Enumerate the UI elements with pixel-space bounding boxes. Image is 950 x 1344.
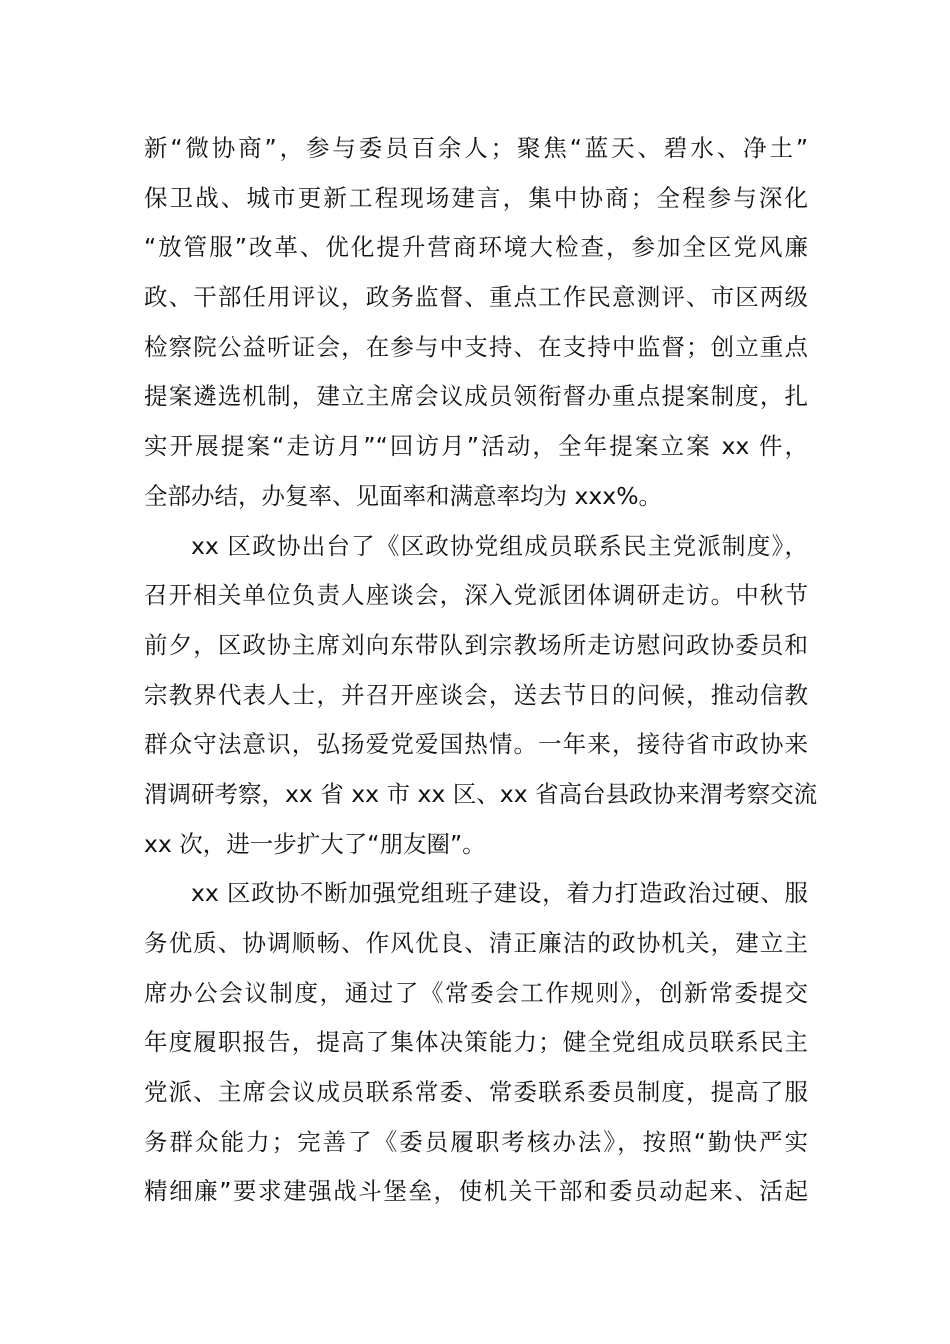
- paragraph-line: “放管服”改革、优化提升营商环境大检查，参加全区党风廉: [144, 233, 808, 262]
- document-body: [144, 124, 818, 1217]
- paragraph-line: 席办公会议制度，通过了《常委会工作规则》，创新常委提交: [144, 978, 808, 1007]
- paragraph-1: [144, 124, 808, 522]
- paragraph-line: 务优质、协调顺畅、作风优良、清正廉洁的政协机关，建立主: [144, 929, 808, 957]
- paragraph-line: 年度履职报告，提高了集体决策能力；健全党组成员联系民主: [144, 1028, 808, 1057]
- paragraph-line: 务群众能力；完善了《委员履职考核办法》，按照“勤快严实: [144, 1127, 808, 1156]
- paragraph-line: 召开相关单位负责人座谈会，深入党派团体调研走访。中秋节: [144, 581, 808, 610]
- paragraph-line: 提案遴选机制，建立主席会议成员领衔督办重点提案制度，扎: [144, 382, 808, 411]
- paragraph-line: 群众守法意识，弘扬爱党爱国热情。一年来，接待省市政协来: [144, 730, 808, 759]
- paragraph-line: 新“微协商”，参与委员百余人；聚焦“蓝天、碧水、净土”: [144, 134, 808, 162]
- paragraph-line: 宗教界代表人士，并召开座谈会，送去节日的问候，推动信教: [144, 680, 808, 709]
- paragraph-line: 渭调研考察，xx 省 xx 市 xx 区、xx 省高台县政协来渭考察交流: [144, 779, 818, 808]
- paragraph-line: xx 区政协不断加强党组班子建设，着力打造政治过硬、服: [191, 879, 808, 908]
- paragraph-line: 精细廉”要求建强战斗堡垒，使机关干部和委员动起来、活起: [144, 1177, 808, 1206]
- paragraph-line: 实开展提案“走访月”“回访月”活动，全年提案立案 xx 件，: [144, 432, 808, 461]
- paragraph-line: 检察院公益听证会，在参与中支持、在支持中监督；创立重点: [144, 332, 808, 361]
- paragraph-line: 全部办结，办复率、见面率和满意率均为 xxx%。: [144, 481, 663, 510]
- paragraph-line: 党派、主席会议成员联系常委、常委联系委员制度，提高了服: [144, 1078, 808, 1107]
- paragraph-line: 政、干部任用评议，政务监督、重点工作民意测评、市区两级: [144, 283, 808, 312]
- paragraph-3: [144, 869, 808, 1217]
- paragraph-line: xx 次，进一步扩大了“朋友圈”。: [144, 829, 486, 858]
- paragraph-2: [144, 522, 818, 870]
- paragraph-line: 保卫战、城市更新工程现场建言，集中协商；全程参与深化: [144, 183, 808, 212]
- paragraph-line: xx 区政协出台了《区政协党组成员联系民主党派制度》，: [191, 531, 808, 560]
- paragraph-line: 前夕，区政协主席刘向东带队到宗教场所走访慰问政协委员和: [144, 630, 808, 659]
